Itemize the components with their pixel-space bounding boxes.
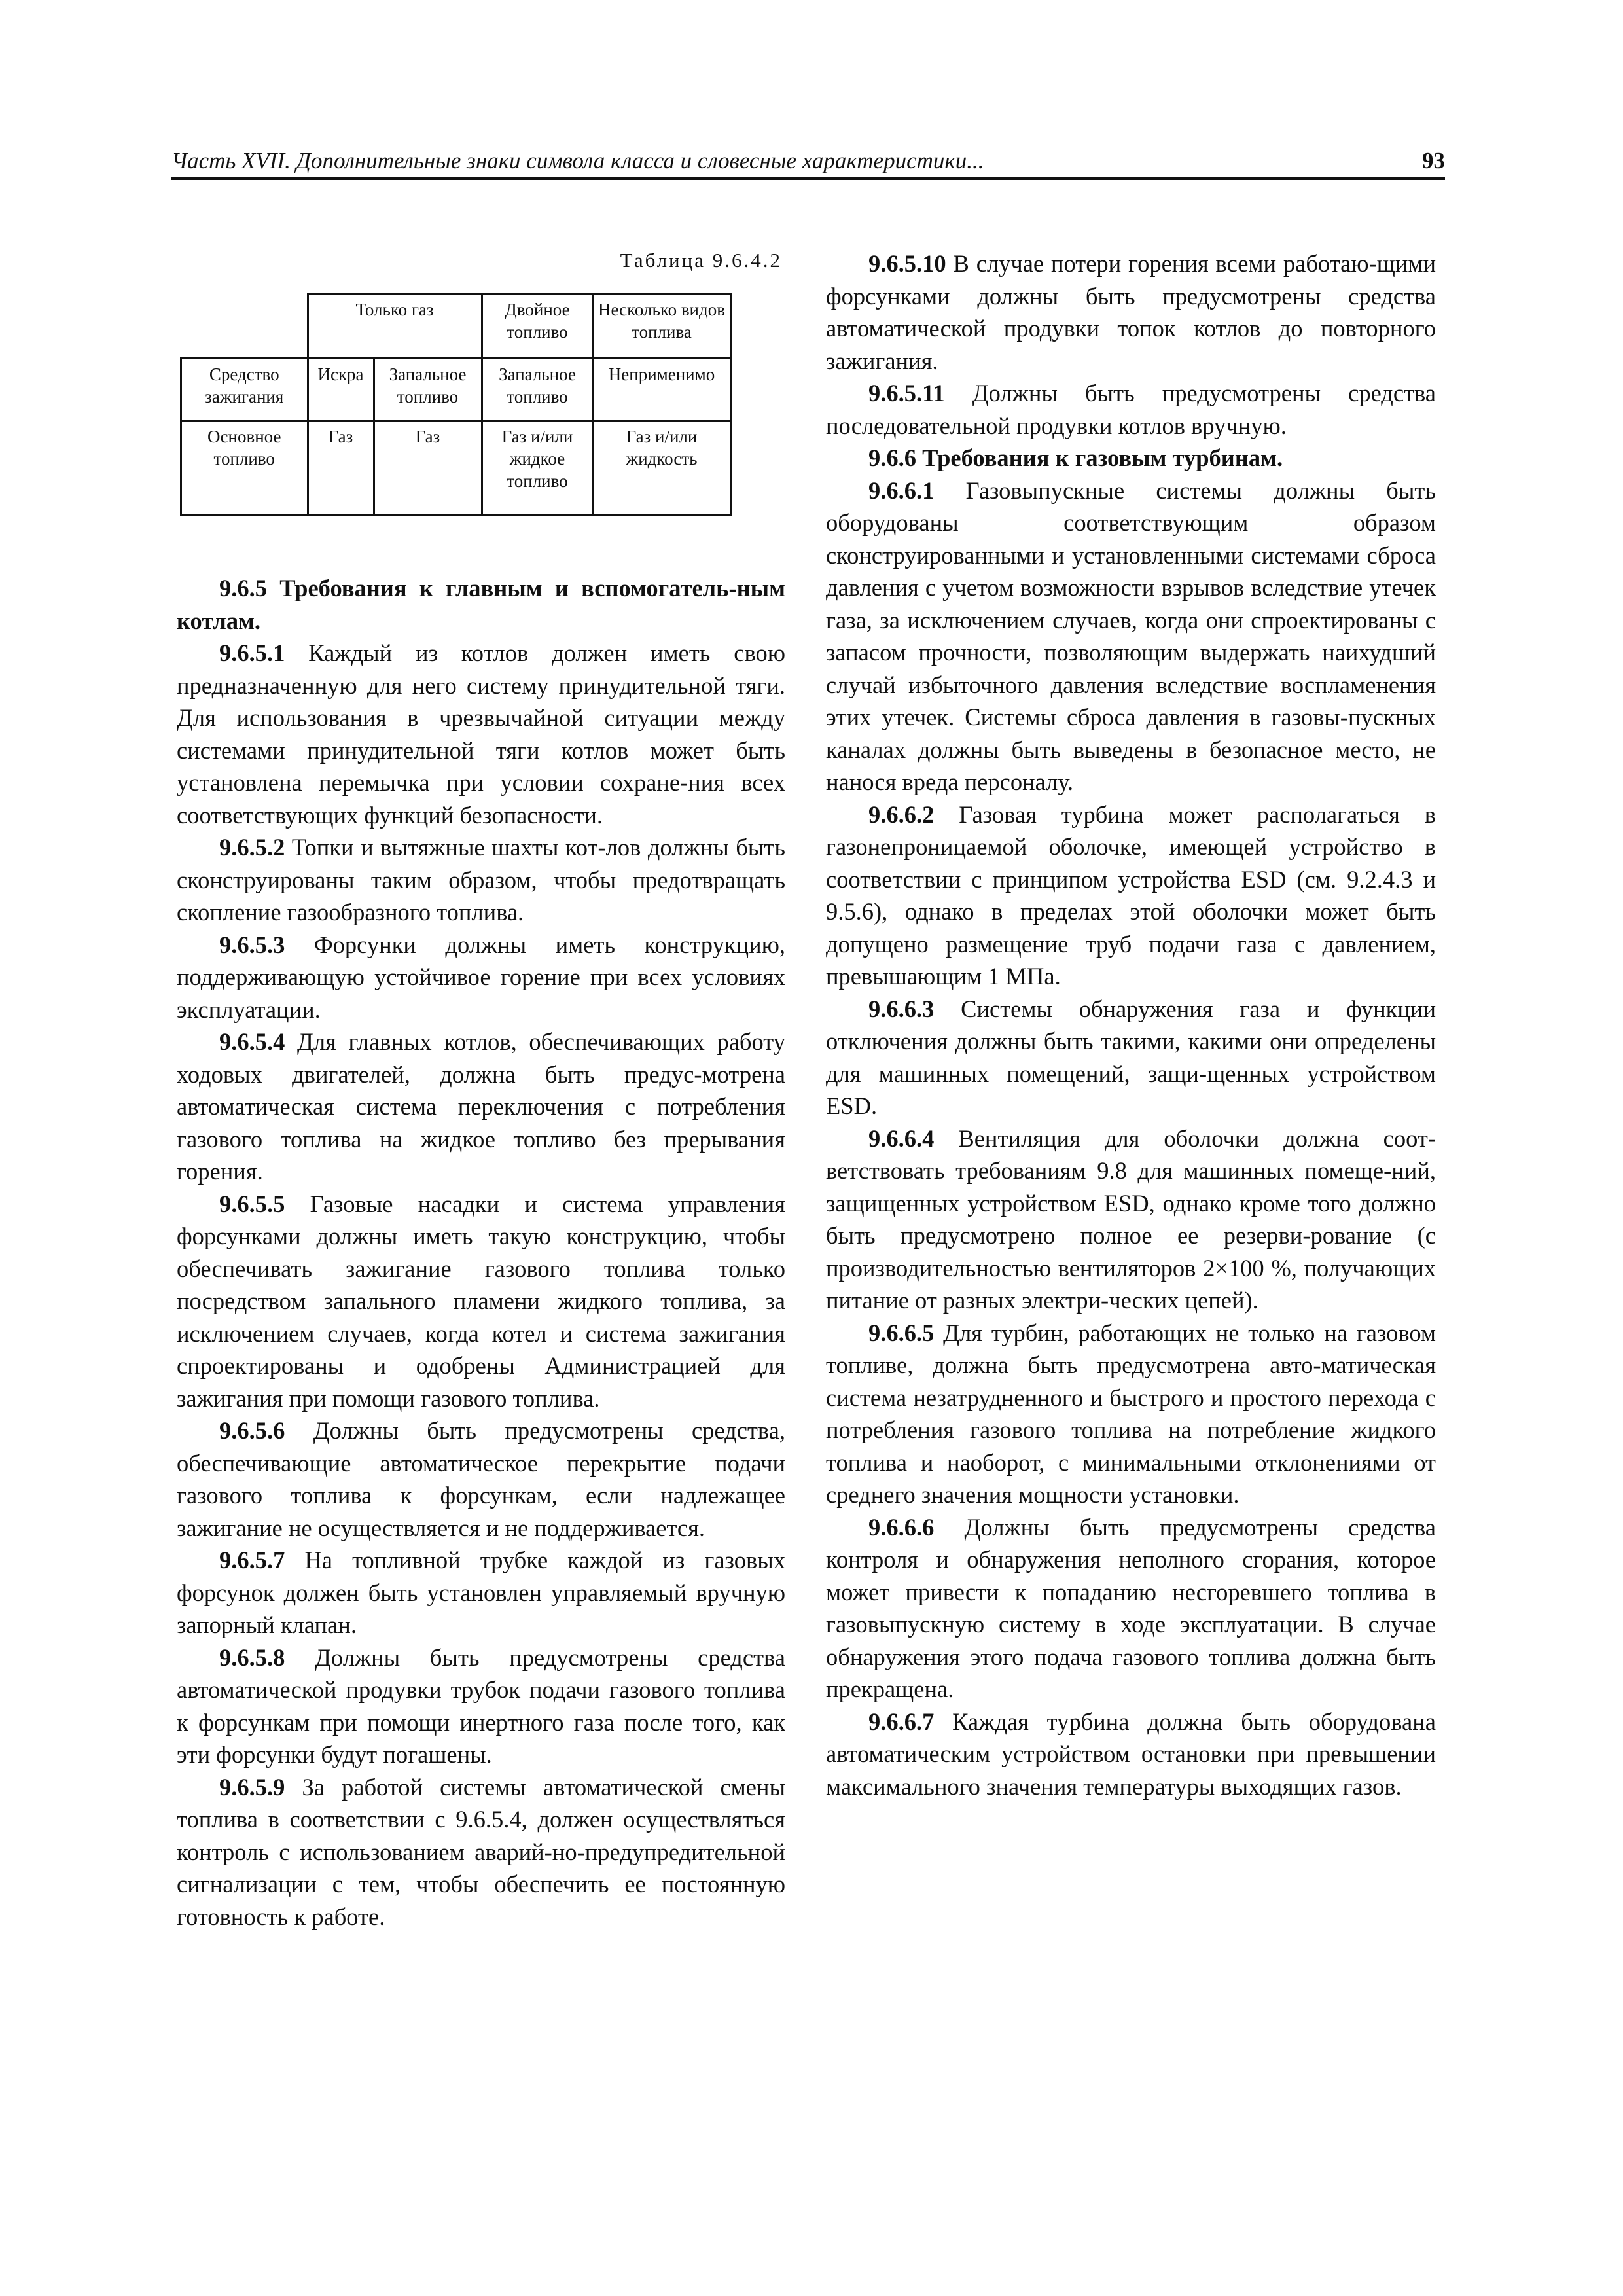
paragraph: 9.6.5.10 В случае потери горения всеми работаю-щими форсунками должны быть предусмотрены средства автоматической продувки топок котлов до повторного зажигания.: [826, 250, 1436, 374]
paragraph: 9.6.6.4 Вентиляция для оболочки должна соот-ветствовать требованиям 9.8 для машинных помеще-ний, защищенных устройством ESD, однако кроме того должно быть предусмотрено полное ее резерви-рование (с производительностью вентиляторов 2×100 %, получающих питание от разных электри-ческих цепей).: [826, 1124, 1436, 1314]
paragraph: 9.6.6.6 Должны быть предусмотрены средства контроля и обнаружения неполного сгорания, которое может привести к попаданию несгоревшего топлива в газовыпускную систему в ходе эксплуатации. В случае обнаружения этого подача газового топлива должна быть прекращена.: [826, 1513, 1436, 1702]
paragraph: 9.6.6.7 Каждая турбина должна быть оборудована автоматическим устройством остановки при превышении максимального значения температуры выходящих газов.: [826, 1708, 1436, 1800]
table-corner-cell: [181, 294, 308, 359]
paragraph: 9.6.5.1 Каждый из котлов должен иметь свою предназначенную для него систему принудительной тяги. Для использования в чрезвычайной ситуации между системами принудительной тяги котлов может быть установлена перемычка при условии сохране-ния всех соответствующих функций безопасности.: [177, 639, 785, 829]
table-cell: Запальное топливо: [482, 359, 593, 421]
paragraph: 9.6.5.8 Должны быть предусмотрены средства автоматической продувки трубок подачи газового топлива к форсункам при помощи инертного газа после того, как эти форсунки будут погашены.: [177, 1643, 785, 1768]
table-cell: Искра: [308, 359, 374, 421]
table-header-row: [181, 294, 731, 359]
paragraph: 9.6.5.3 Форсунки должны иметь конструкцию, поддерживающую устойчивое горение при всех условиях эксплуатации.: [177, 931, 785, 1023]
fuel-table: [180, 293, 732, 516]
table-cell: Основное топливо: [181, 421, 308, 515]
table-cell: Газ и/или жидкое топливо: [482, 421, 593, 515]
table-cell: Газ и/или жидкость: [593, 421, 730, 515]
table-caption: Таблица 9.6.4.2: [620, 249, 782, 272]
paragraph: 9.6.5.6 Должны быть предусмотрены средства, обеспечивающие автоматическое перекрытие подачи газового топлива к форсункам, если надлежащее зажигание не осуществляется и не поддерживается.: [177, 1417, 785, 1541]
paragraph: 9.6.5.5 Газовые насадки и система управления форсунками должны иметь такую конструкцию, чтобы обеспечивать зажигание газового топлива только посредством запального пламени жидкого топлива, за исключением случаев, когда котел и система зажигания спроектированы и одобрены Администрацией для зажигания при помощи газового топлива.: [177, 1190, 785, 1412]
table-header-cell: Двойное топливо: [482, 294, 593, 359]
paragraph: 9.6.5.9 За работой системы автоматической смены топлива в соответствии с 9.6.5.4, должен осуществляться контроль с использованием аварий-но-предупредительной сигнализации с тем, чтобы обеспечить ее постоянную готовность к работе.: [177, 1773, 785, 1930]
section-heading: 9.6.6 Требования к газовым турбинам.: [868, 444, 1283, 471]
paragraph: 9.6.5.4 Для главных котлов, обеспечивающих работу ходовых двигателей, должна быть предус-мотрена автоматическая система переключения с потребления газового топлива на жидкое топливо без прерывания горения.: [177, 1028, 785, 1185]
paragraph: 9.6.6.2 Газовая турбина может располагаться в газонепроницаемой оболочке, имеющей устройство в соответствии с принципом устройства ESD (см. 9.2.4.3 и 9.5.6), однако в пределах этой оболочки может быть допущено размещение труб подачи газа с давлением, превышающим 1 МПа.: [826, 800, 1436, 990]
paragraph: 9.6.5.2 Топки и вытяжные шахты кот-лов должны быть сконструированы таким образом, чтобы предотвращать скопление газообразного топлива.: [177, 834, 785, 925]
right-column: [826, 247, 1436, 1803]
section-heading: 9.6.5 Требования к главным и вспомогатель-ным котлам.: [177, 575, 785, 634]
table-cell: Запальное топливо: [374, 359, 482, 421]
left-column: [177, 572, 785, 1933]
table-header-cell: Только газ: [308, 294, 482, 359]
paragraph: 9.6.5.7 На топливной трубке каждой из газовых форсунок должен быть установлен управляемый вручную запорный клапан.: [177, 1547, 785, 1638]
table-cell: Неприменимо: [593, 359, 730, 421]
table-header-cell: Несколько видов топлива: [593, 294, 730, 359]
table-cell: Газ: [374, 421, 482, 515]
paragraph: 9.6.5.11 Должны быть предусмотрены средства последовательной продувки котлов вручную.: [826, 380, 1436, 439]
table-cell: Газ: [308, 421, 374, 515]
table-cell: Средство зажигания: [181, 359, 308, 421]
running-header: [171, 145, 1445, 180]
paragraph: 9.6.6.5 Для турбин, работающих не только на газовом топливе, должна быть предусмотрена авто-матическая система незатрудненного и быстрого и простого перехода с потребления газового топлива на потребление жидкого топлива и наоборот, с минимальными отклонениями от среднего значения мощности установки.: [826, 1319, 1436, 1508]
paragraph: 9.6.6.3 Системы обнаружения газа и функции отключения должны быть такими, какими они определены для машинных помещений, защи-щенных устройством ESD.: [826, 995, 1436, 1119]
table-row: [181, 359, 731, 421]
page-number: 93: [1422, 148, 1445, 173]
table-row: [181, 421, 731, 515]
paragraph: 9.6.6.1 Газовыпускные системы должны быть оборудованы соответствующим образом сконструированными и установленными системами сброса давления с учетом возможности взрывов вследствие утечек газа, за исключением случаев, когда они спроектированы с запасом прочности, позволяющим выдержать наихудший случай избыточного давления вследствие воспламенения этих утечек. Системы сброса давления в газовы-пускных каналах должны быть выведены в безопасное место, не нанося вреда персоналу.: [826, 476, 1436, 795]
running-header-title: Часть XVII. Дополнительные знаки символа класса и словесные характеристики...: [171, 148, 984, 173]
